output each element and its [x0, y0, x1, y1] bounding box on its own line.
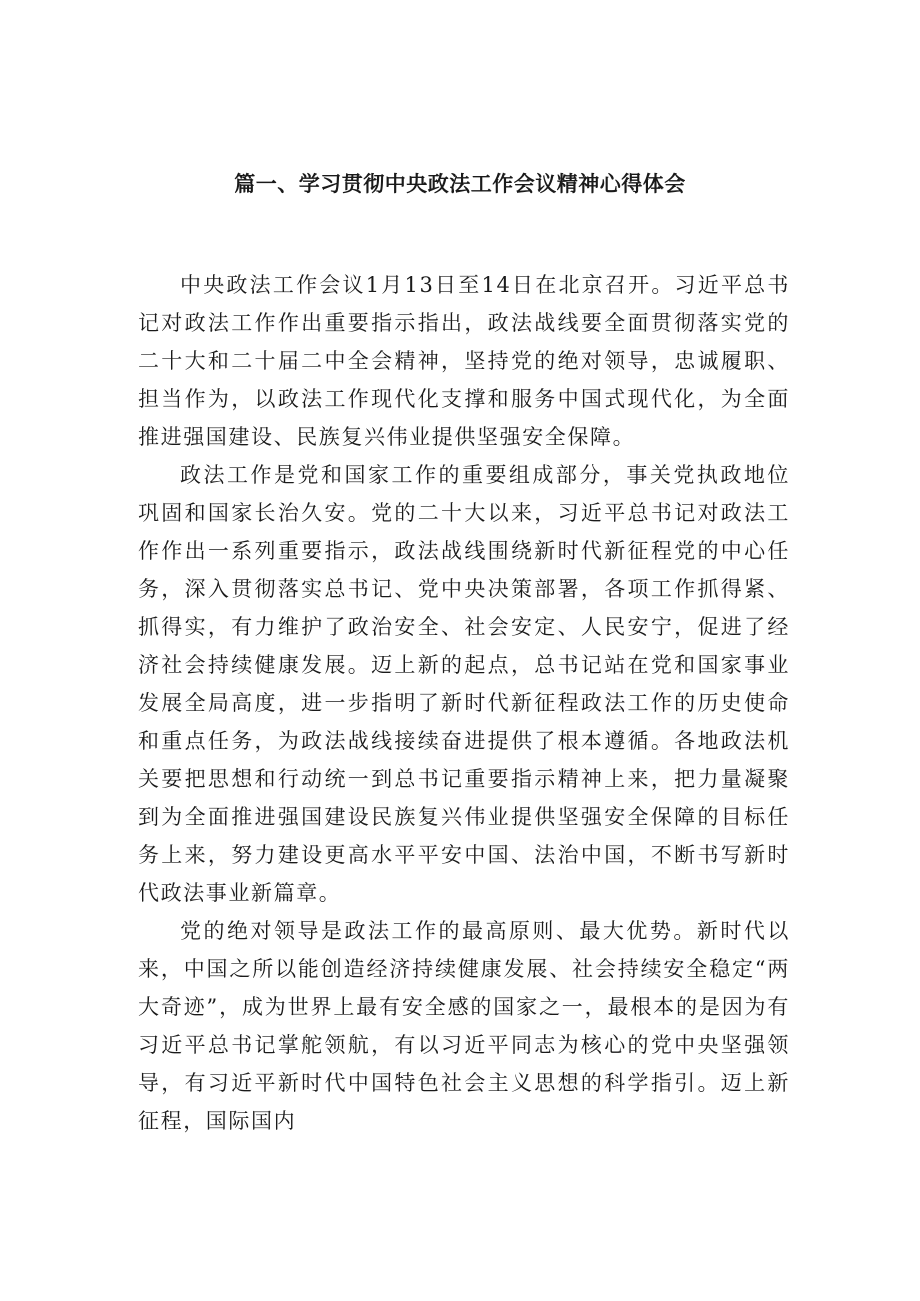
paragraph-1: 中央政法工作会议1月13日至14日在北京召开。习近平总书记对政法工作作出重要指示指出，政法战线要全面贯彻落实党的二十大和二十届二中全会精神，坚持党的绝对领导，忠诚履职、担当作为，以政法工作现代化支撑和服务中国式现代化，为全面推进强国建设、民族复兴伟业提供坚强安全保障。: [138, 273, 790, 449]
document-body: [138, 266, 790, 1140]
paragraph-3: 党的绝对领导是政法工作的最高原则、最大优势。新时代以来，中国之所以能创造经济持续健康发展、社会持续安全稳定“两大奇迹”，成为世界上最有安全感的国家之一，最根本的是因为有习近平总书记掌舵领航，有以习近平同志为核心的党中央坚强领导，有习近平新时代中国特色社会主义思想的科学指引。迈上新征程，国际国内: [138, 919, 790, 1133]
document-title: 篇一、学习贯彻中央政法工作会议精神心得体会: [234, 172, 686, 196]
paragraph-2: 政法工作是党和国家工作的重要组成部分，事关党执政地位巩固和国家长治久安。党的二十大以来，习近平总书记对政法工作作出一系列重要指示，政法战线围绕新时代新征程党的中心任务，深入贯彻落实总书记、党中央决策部署，各项工作抓得紧、抓得实，有力维护了政治安全、社会安定、人民安宁，促进了经济社会持续健康发展。迈上新的起点，总书记站在党和国家事业发展全局高度，进一步指明了新时代新征程政法工作的历史使命和重点任务，为政法战线接续奋进提供了根本遵循。各地政法机关要把思想和行动统一到总书记重要指示精神上来，把力量凝聚到为全面推进强国建设民族复兴伟业提供坚强安全保障的目标任务上来，努力建设更高水平平安中国、法治中国，不断书写新时代政法事业新篇章。: [138, 463, 790, 905]
